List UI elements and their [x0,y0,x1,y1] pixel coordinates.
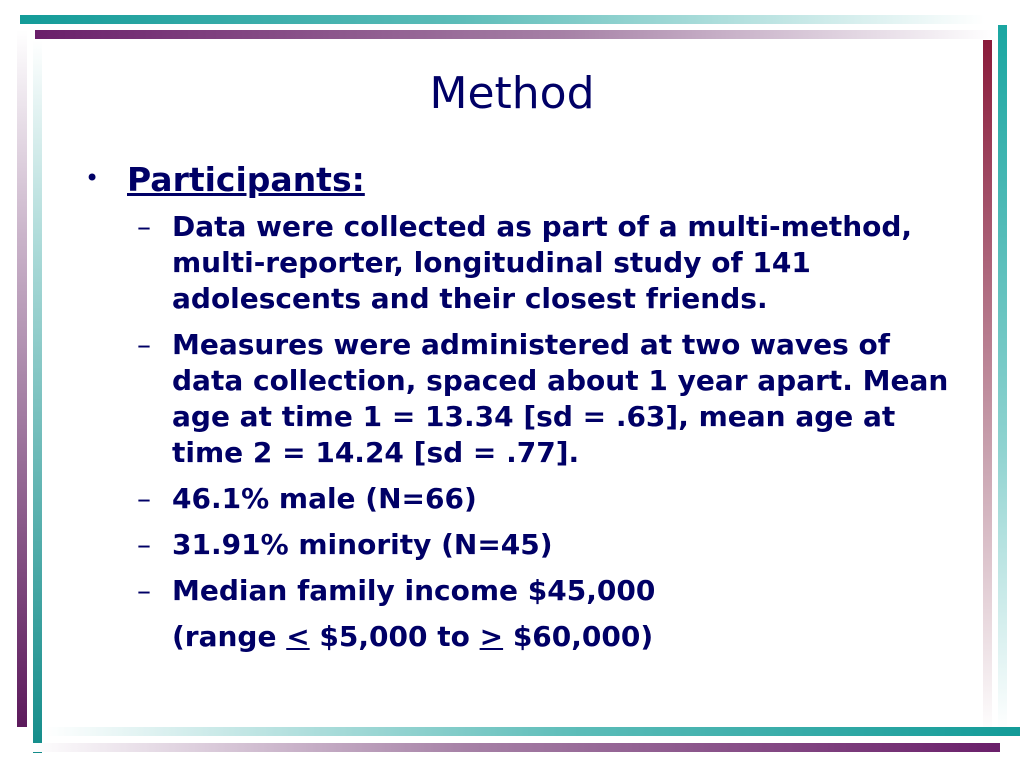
bullet-participants [85,160,965,199]
sub-bullet-list [85,209,965,609]
slide-body [85,160,965,655]
dash-icon: – [137,482,151,515]
greater-than-symbol: > [479,620,504,653]
bullet-text: Data were collected as part of a multi-method, multi-reporter, longitudinal study of 141 adolescents and their closest friends. [172,210,913,315]
decorative-bar-left-purple [17,30,27,727]
decorative-bar-top-teal [20,15,985,24]
decorative-bar-bottom-teal [45,727,1020,736]
range-high: $60,000) [503,620,654,653]
range-open: (range [172,620,287,653]
list-item [85,481,965,517]
participants-heading: Participants: [127,160,365,199]
bullet-text: Median family income $45,000 [172,574,656,607]
dash-icon: – [137,328,151,361]
slide-title: Method [429,68,595,119]
decorative-bar-top-purple [35,30,995,39]
range-low: $5,000 to [309,620,480,653]
bullet-text: Measures were administered at two waves of data collection, spaced about 1 year apart. Mean age at time 1 = 13.34 [sd = .63], mean age at time 2 = 14.24 [sd = .77]. [172,328,949,469]
decorative-bar-right-purple [983,40,992,735]
less-than-symbol: < [286,620,310,653]
bullet-dot-icon: • [85,164,100,192]
list-item [85,527,965,563]
bullet-text: 46.1% male (N=66) [172,482,477,515]
decorative-bar-right-teal [998,25,1007,730]
decorative-bar-bottom-purple [30,743,1000,752]
list-item [85,573,965,609]
list-item [85,209,965,317]
dash-icon: – [137,210,151,243]
bullet-text: 31.91% minority (N=45) [172,528,553,561]
income-range-line [85,619,965,655]
dash-icon: – [137,528,151,561]
decorative-bar-left-teal [33,40,42,753]
list-item [85,327,965,471]
dash-icon: – [137,574,151,607]
